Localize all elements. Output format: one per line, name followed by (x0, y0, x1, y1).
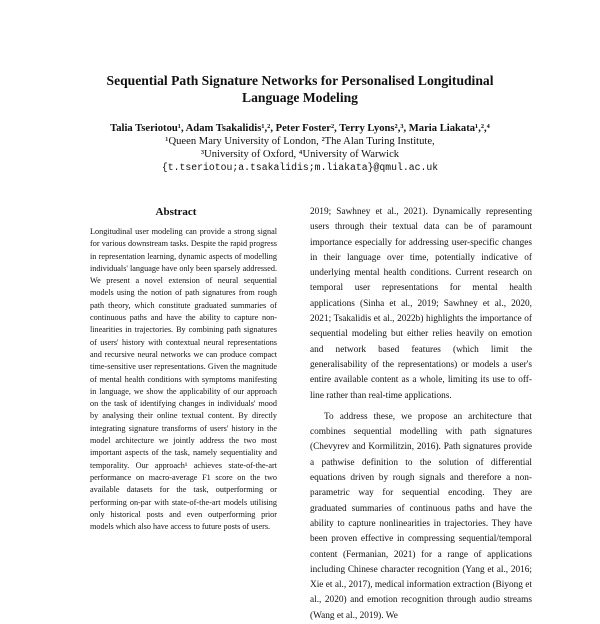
title-line-1: Sequential Path Signature Networks for Personalised Longitudinal (106, 73, 494, 88)
intro-paragraph-1: 2019; Sawhney et al., 2021). Dynamically representing users through their textual data can be of paramount importance especially for addressing user-specific changes in their language over time, potentially indicative of underlying mental health conditions. Current research on temporal user representations for mental health applications (Sinha et al., 2019; Sawhney et al., 2020, 2021; Tsakalidis et al., 2022b) highlights the importance of sequential modeling but either relies heavily on emotion and network based features (which limit the generalisability of the representations) or models a user's entire available content as a whole, limiting its use to off-line rather than real-time applications. (310, 207, 532, 401)
author-block (40, 122, 560, 174)
author-email: {t.tseriotou;a.tsakalidis;m.liakata}@qmul.ac.uk (161, 162, 439, 173)
paper-title (40, 72, 560, 106)
abstract-heading: Abstract (155, 206, 197, 218)
affiliation-line-1: ¹Queen Mary University of London, ²The Alan Turing Institute, (165, 136, 435, 147)
author-names: Talia Tseriotou¹, Adam Tsakalidis¹,², Peter Foster², Terry Lyons²,³, Maria Liakata¹,²,⁴ (110, 123, 490, 134)
intro-column (310, 205, 532, 624)
title-line-2: Language Modeling (242, 90, 358, 105)
affiliation-line-2: ³University of Oxford, ⁴University of Warwick (200, 149, 400, 160)
abstract-text: Longitudinal user modeling can provide a strong signal for various downstream tasks. Despite the rapid progress in representation learning, dynamic aspects of modelling individuals' language have only been sparsely addressed. We present a novel extension of neural sequential models using the notion of path signatures from rough path theory, which constitute graduated summaries of continuous paths and have the ability to capture non-linearities in trajectories. By combining path signatures of users' history with contextual neural representations and recursive neural networks we can produce compact time-sensitive user representations. Given the magnitude of mental health conditions with symptoms manifesting in language, we show the applicability of our approach on the task of identifying changes in individuals' mood by analysing their online textual content. By directly integrating signature transforms of users' history in the model architecture we jointly address the two most important aspects of the task, namely sequentiality and temporality. Our approach¹ achieves state-of-the-art performance on macro-average F1 score on the two available datasets for the task, outperforming or performing on-par with state-of-the-art models utilising only historical posts and even outperforming prior models which also have access to future posts of users. (90, 227, 277, 532)
intro-paragraph-2: To address these, we propose an architecture that combines sequential modelling with path signatures (Chevyrev and Kormilitzin, 2016). Path signatures provide a pathwise definition to the solution of differential equations driven by rough signals and therefore a non-parametric way for sequential encoding. They are graduated summaries of continuous paths and have the ability to capture nonlinearities in trajectories. They have been proven effective in compressing sequential/temporal content (Fermanian, 2021) for a range of applications including Chinese character recognition (Yang et al., 2016; Xie et al., 2017), medical information extraction (Biyong et al., 2020) and emotion recognition through audio streams (Wang et al., 2019). We (310, 411, 532, 621)
